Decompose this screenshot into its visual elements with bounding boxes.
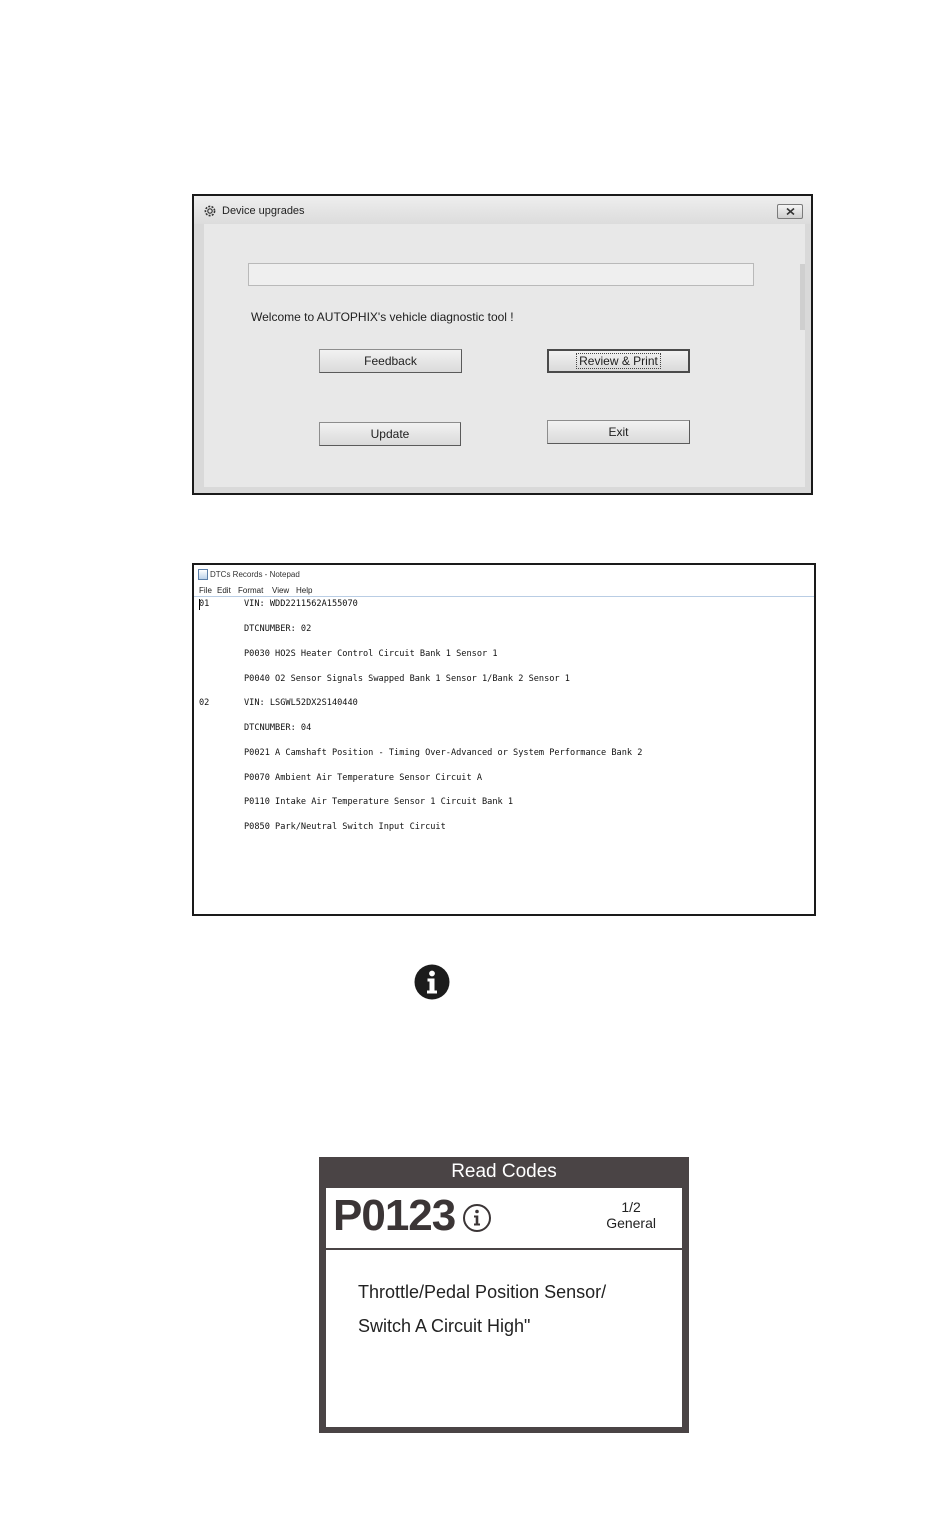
record-line: P0850 Park/Neutral Switch Input Circuit — [244, 822, 446, 832]
menu-view[interactable]: View — [272, 586, 290, 595]
record-line: P0021 A Camshaft Position - Timing Over-Advanced or System Performance Bank 2 — [244, 748, 643, 758]
record-line: DTCNUMBER: 02 — [244, 624, 312, 634]
notepad-titlebar — [194, 565, 814, 582]
record-index: 01 — [199, 599, 210, 609]
notepad-menubar — [194, 583, 814, 597]
gear-icon — [203, 204, 217, 218]
record-line: VIN: LSGWL52DX2S140440 — [244, 698, 358, 708]
code-row — [326, 1188, 682, 1250]
record-line: P0030 HO2S Heater Control Circuit Bank 1 Sensor 1 — [244, 649, 498, 659]
menu-edit[interactable]: Edit — [217, 586, 231, 595]
scrollbar[interactable] — [800, 264, 805, 330]
page-number: 1/2 — [621, 1199, 641, 1215]
device-upgrades-dialog — [192, 194, 813, 495]
close-button[interactable] — [777, 204, 803, 219]
review-print-button[interactable] — [547, 349, 690, 373]
description-line: Switch A Circuit High" — [358, 1316, 531, 1336]
code-category: General — [606, 1215, 656, 1231]
notepad-title: DTCs Records - Notepad — [210, 570, 300, 579]
welcome-text: Welcome to AUTOPHIX's vehicle diagnostic tool ! — [251, 310, 514, 324]
record-line: P0070 Ambient Air Temperature Sensor Circuit A — [244, 773, 482, 783]
exit-button[interactable]: Exit — [547, 420, 690, 444]
info-circle-icon[interactable] — [462, 1203, 492, 1233]
record-line: VIN: WDD2211562A155070 — [244, 599, 358, 609]
review-print-label: Review & Print — [579, 354, 658, 368]
notepad-icon — [198, 569, 208, 580]
dialog-titlebar — [194, 196, 811, 224]
read-codes-screen — [319, 1157, 689, 1433]
update-button[interactable]: Update — [319, 422, 461, 446]
screen-content — [326, 1188, 682, 1427]
page-indicator — [606, 1199, 656, 1231]
menu-help[interactable]: Help — [296, 586, 313, 595]
info-icon — [414, 964, 450, 1000]
notepad-window — [192, 563, 816, 916]
record-index: 02 — [199, 698, 210, 708]
record-line: P0110 Intake Air Temperature Sensor 1 Circuit Bank 1 — [244, 797, 514, 807]
dialog-title: Device upgrades — [222, 205, 305, 217]
dialog-body — [204, 224, 805, 487]
menu-file[interactable]: File — [199, 586, 212, 595]
feedback-button[interactable]: Feedback — [319, 349, 462, 373]
dtc-code: P0123 — [333, 1191, 456, 1240]
menu-format[interactable]: Format — [238, 586, 264, 595]
record-line: DTCNUMBER: 04 — [244, 723, 312, 733]
upgrade-progress-bar — [248, 263, 754, 286]
screen-title: Read Codes — [451, 1161, 557, 1182]
code-description — [358, 1275, 606, 1343]
description-line: Throttle/Pedal Position Sensor/ — [358, 1282, 607, 1302]
record-line: P0040 O2 Sensor Signals Swapped Bank 1 Sensor 1/Bank 2 Sensor 1 — [244, 674, 570, 684]
close-icon — [786, 208, 795, 215]
